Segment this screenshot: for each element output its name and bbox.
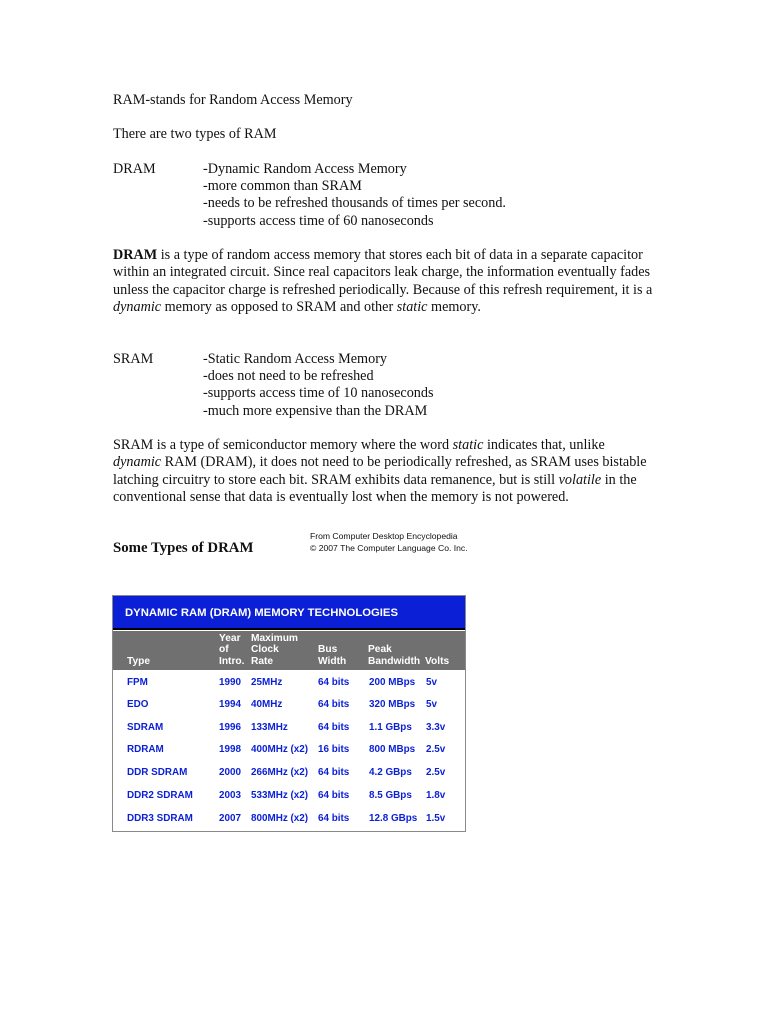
dram-point: -Dynamic Random Access Memory [203, 161, 407, 177]
table-title: DYNAMIC RAM (DRAM) MEMORY TECHNOLOGIES [113, 596, 465, 630]
table-row: EDO 1994 40MHz 64 bits 320 MBps 5v [127, 699, 437, 710]
types-line: There are two types of RAM [113, 126, 277, 142]
credit-line: From Computer Desktop Encyclopedia [310, 531, 458, 541]
sram-point: -supports access time of 10 nanoseconds [203, 385, 434, 402]
sram-point: -does not need to be refreshed [203, 368, 374, 385]
table-row: DDR SDRAM 2000 266MHz (x2) 64 bits 4.2 GBps 2.5v [127, 767, 446, 778]
table-row: DDR3 SDRAM 2007 800MHz (x2) 64 bits 12.8 GBps 1.5v [127, 813, 446, 824]
dram-point: -supports access time of 60 nanoseconds [203, 212, 434, 229]
table-row: FPM 1990 25MHz 64 bits 200 MBps 5v [127, 677, 437, 688]
copyright-line: © 2007 The Computer Language Co. Inc. [310, 543, 468, 553]
sram-point: -much more expensive than the DRAM [203, 402, 428, 419]
header-volts: Volts [425, 655, 450, 667]
intro-line: RAM-stands for Random Access Memory [113, 92, 353, 108]
dram-point: -more common than SRAM [203, 178, 362, 195]
table-header-row [113, 631, 465, 670]
dram-technology-table [112, 595, 466, 832]
sram-term: SRAM [113, 351, 154, 367]
header-bandwidth: Peak Bandwidth [368, 644, 421, 667]
sram-point: -Static Random Access Memory [203, 351, 388, 367]
header-bus: Bus Width [318, 644, 347, 667]
table-row: RDRAM 1998 400MHz (x2) 16 bits 800 MBps 2.5v [127, 744, 446, 755]
dram-bold-term: DRAM [113, 247, 158, 263]
header-type: Type [127, 655, 151, 667]
header-clock: Maximum Clock Rate [251, 632, 298, 667]
dram-paragraph: DRAM is a type of random access memory that stores each bit of data in a separate capacitor within an integrated circuit. Since real capacitors leak charge, the information eventually fades unless the capacitor charge is refreshed periodically. Because of this refresh requirement, it is a dynamic memory as opposed to SRAM and other static memory. [113, 247, 653, 316]
dram-point: -needs to be refreshed thousands of times per second. [203, 195, 506, 212]
dram-term: DRAM [113, 161, 156, 177]
header-year: Year of Intro. [219, 632, 245, 667]
table-row: DDR2 SDRAM 2003 533MHz (x2) 64 bits 8.5 GBps 1.8v [127, 790, 446, 801]
table-row: SDRAM 1996 133MHz 64 bits 1.1 GBps 3.3v [127, 722, 446, 733]
section-heading: Some Types of DRAM [113, 540, 254, 556]
sram-paragraph: SRAM is a type of semiconductor memory where the word static indicates that, unlike dynamic RAM (DRAM), it does not need to be periodically refreshed, as SRAM uses bistable latching circuitry to store each bit. SRAM exhibits data remanence, but is still volatile in the conventional sense that data is eventually lost when the memory is not powered. [113, 437, 647, 506]
image-credit [310, 530, 468, 554]
